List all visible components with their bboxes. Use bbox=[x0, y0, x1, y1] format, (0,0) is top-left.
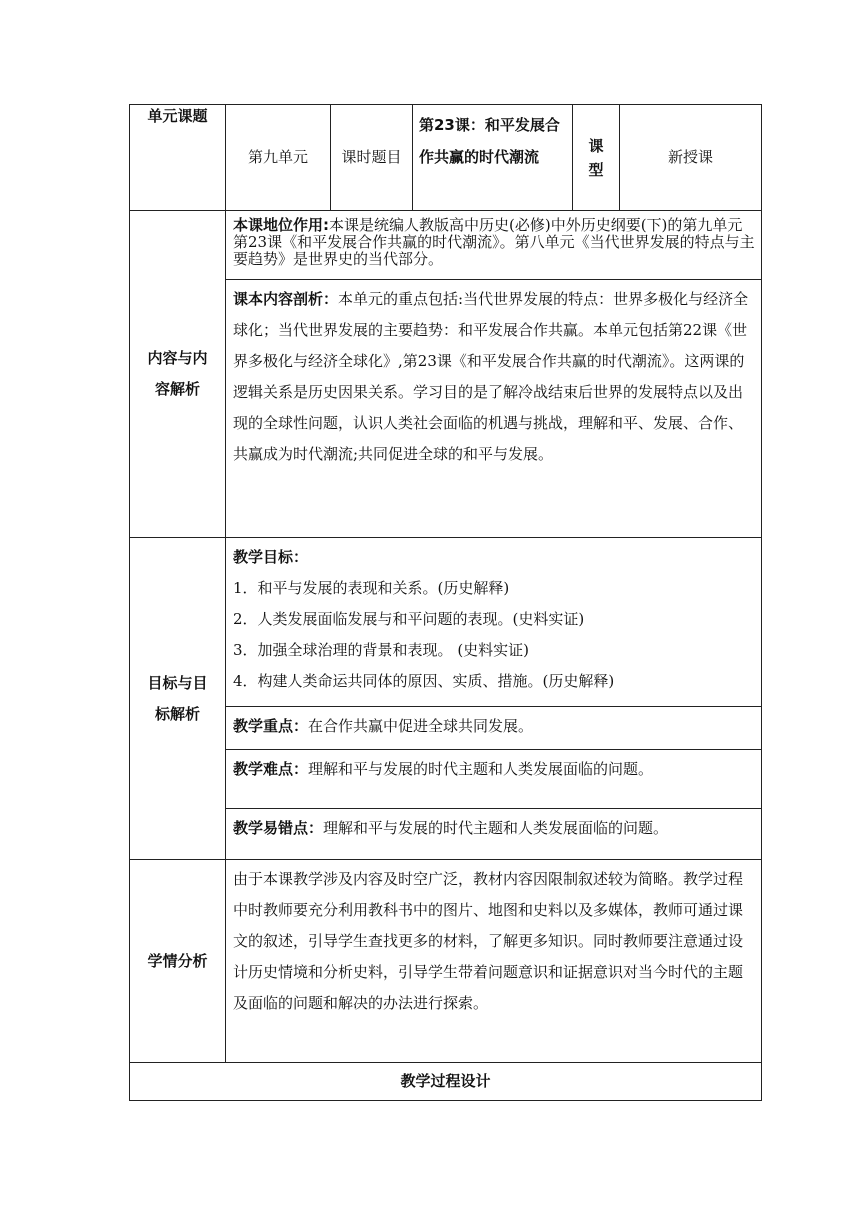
difficulty-label: 教学难点： bbox=[233, 760, 309, 778]
objective-item: 3．加强全球治理的背景和表现。 (史料实证) bbox=[233, 641, 530, 659]
position-cell bbox=[226, 211, 762, 280]
class-type-label: 课型 bbox=[573, 105, 620, 211]
unit-title-label: 单元课题 bbox=[130, 105, 226, 211]
key-point-text: 在合作共赢中促进全球共同发展。 bbox=[308, 717, 534, 735]
position-label: 本课地位作用: bbox=[233, 216, 329, 234]
objective-item: 2．人类发展面临发展与和平问题的表现。(史料实证) bbox=[233, 610, 585, 628]
error-text: 理解和平与发展的时代主题和人类发展面临的问题。 bbox=[323, 819, 669, 837]
analysis-cell bbox=[226, 280, 762, 538]
key-point-cell bbox=[226, 707, 762, 750]
error-label: 教学易错点： bbox=[233, 819, 324, 837]
objective-item: 1．和平与发展的表现和关系。(历史解释) bbox=[233, 579, 510, 597]
student-analysis-label: 学情分析 bbox=[130, 860, 226, 1063]
objective-item: 4．构建人类命运共同体的原因、实质、措施。(历史解释) bbox=[233, 672, 615, 690]
process-design-row bbox=[130, 1063, 762, 1101]
lesson-plan-table bbox=[129, 104, 762, 1101]
error-cell bbox=[226, 809, 762, 860]
objectives-label: 教学目标： bbox=[233, 548, 309, 566]
lesson-title-label: 课时题目 bbox=[331, 105, 413, 211]
analysis-text: 本单元的重点包括:当代世界发展的特点：世界多极化与经济全球化；当代世界发展的主要趋势：和平发展合作共赢。本单元包括第22课《世界多极化与经济全球化》,第23课《和平发展合作共赢的时代潮流》。这两课的逻辑关系是历史因果关系。学习目的是了解冷战结束后世界的发展特点以及出现的全球性问题，认识人类社会面临的机遇与挑战，理解和平、发展、合作、共赢成为时代潮流;共同促进全球的和平与发展。 bbox=[233, 290, 749, 463]
lesson-title-value: 第23课：和平发展合作共赢的时代潮流 bbox=[413, 105, 573, 211]
analysis-label: 课本内容剖析： bbox=[233, 290, 339, 308]
difficulty-text: 理解和平与发展的时代主题和人类发展面临的问题。 bbox=[308, 760, 654, 778]
unit-value: 第九单元 bbox=[226, 105, 331, 211]
position-text: 本课是统编人教版高中历史(必修)中外历史纲要(下)的第九单元第23课《和平发展合作共赢的时代潮流》。第八单元《当代世界发展的特点与主要趋势》是世界史的当代部分。 bbox=[233, 216, 755, 268]
difficulty-cell bbox=[226, 750, 762, 809]
student-analysis-row bbox=[130, 860, 762, 1063]
objectives-row bbox=[130, 538, 762, 707]
class-type-value: 新授课 bbox=[620, 105, 762, 211]
content-analysis-label: 内容与内容解析 bbox=[130, 211, 226, 538]
key-point-label: 教学重点： bbox=[233, 717, 309, 735]
goals-label: 目标与目标解析 bbox=[130, 538, 226, 860]
student-analysis-text: 由于本课教学涉及内容及时空广泛，教材内容因限制叙述较为简略。教学过程中时教师要充分利用教科书中的图片、地图和史料以及多媒体，教师可通过课文的叙述，引导学生查找更多的材料，了解更多知识。同时教师要注意通过设计历史情境和分析史料，引导学生带着问题意识和证据意识对当今时代的主题及面临的问题和解决的办法进行探索。 bbox=[226, 860, 762, 1063]
header-row bbox=[130, 105, 762, 211]
process-design-label: 教学过程设计 bbox=[130, 1063, 762, 1101]
content-position-row bbox=[130, 211, 762, 280]
objectives-cell bbox=[226, 538, 762, 707]
